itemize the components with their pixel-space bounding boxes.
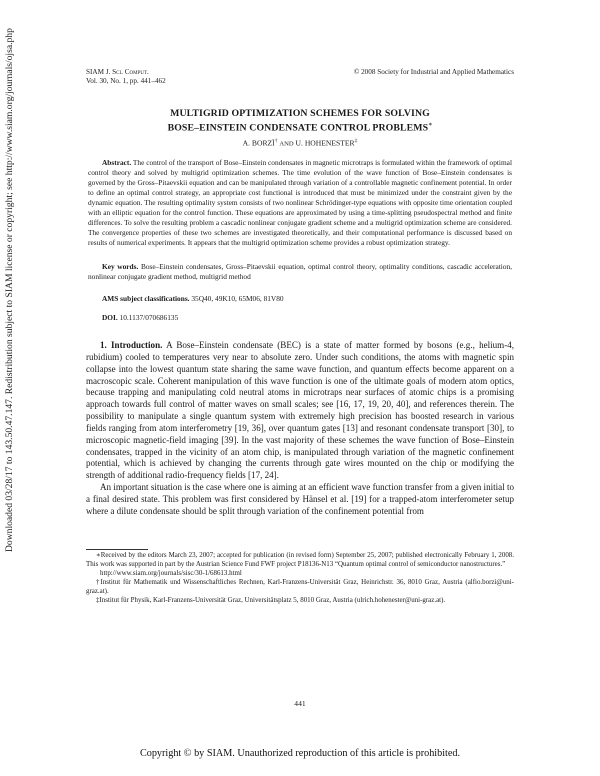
footnote-affiliation-1: †Institut für Mathematik und Wissenschaftliches Rechnen, Karl-Franzens-Universität Graz, Heinrichstr. 36, 8010 Graz, Austria (alfio.borzi@uni-graz.at). <box>86 578 514 596</box>
keywords-text: Bose–Einstein condensates, Gross–Pitaevskii equation, optimal control theory, optimality conditions, cascadic acceleration, nonlinear conjugate gradient method, multigrid method <box>88 262 513 281</box>
copyright-header: © 2008 Society for Industrial and Applied Mathematics <box>353 68 514 76</box>
doi <box>88 313 512 323</box>
title-line-1: MULTIGRID OPTIMIZATION SCHEMES FOR SOLVING <box>170 108 430 119</box>
copyright-footer: Copyright © by SIAM. Unauthorized reproduction of this article is prohibited. <box>139 748 461 759</box>
paper-title <box>60 108 540 133</box>
author-line <box>60 138 540 148</box>
footnotes <box>86 551 514 606</box>
abstract <box>88 158 512 248</box>
footnote-received: ∗Received by the editors March 23, 2007; accepted for publication (in revised form) September 25, 2007; published electronically February 1, 2008. This work was supported in part by the Austrian Science Fund FWF project P18136-N13 “Quantum optimal control of semiconductor nanostructures.” <box>86 551 514 569</box>
keywords <box>88 262 512 282</box>
title-line-2: BOSE–EINSTEIN CONDENSATE CONTROL PROBLEMS∗ <box>167 121 433 133</box>
doi-text: 10.1137/070686135 <box>119 313 179 322</box>
ams-text: 35Q40, 49K10, 65M06, 81V80 <box>191 294 284 303</box>
footnote-url: http://www.siam.org/journals/sisc/30-1/68613.html <box>100 569 242 578</box>
intro-paragraph-2: An important situation is the case where one is aiming at an efficient wave function transfer from a given initial to a final desired state. This problem was first considered by Hänsel et al. [19] for a trapped-atom interferometer setup where a dilute condensate should be split through variation of the confinement potential from <box>86 482 514 516</box>
author-1-mark: † <box>274 138 278 144</box>
page-number: 441 <box>294 699 306 708</box>
abstract-label: Abstract. <box>102 158 132 167</box>
doi-label: DOI. <box>102 313 118 322</box>
footnote-affiliation-2: ‡Institut für Physik, Karl-Franzens-Universität Graz, Universitätsplatz 5, 8010 Graz, Austria (ulrich.hohenester@uni-graz.at). <box>96 596 446 605</box>
author-conjunction: AND <box>279 140 294 148</box>
section-heading: 1. Introduction. <box>100 340 163 350</box>
author-2-mark: ‡ <box>354 138 358 144</box>
journal-name: SIAM J. Sci. Comput. <box>86 68 149 76</box>
abstract-text: The control of the transport of Bose–Einstein condensates in magnetic microtraps is formulated within the framework of optimal control theory and solved by multigrid optimization schemes. The time evolution of the wave function of Bose–Einstein condensates is governed by the Gross–Pitaevskii equation and can be manipulated through variation of a controllable magnetic confinement potential. In order to define an optimal control strategy, an appropriate cost functional is introduced that must be minimized under the constraint given by the dynamic equation. The resulting optimality system consists of two nonlinear Schrödinger-type equations with opposite time orientation coupled with an elliptic equation for the control function. These equations are approximated by using a time-splitting pseudospectral method and finite differences. To solve the resulting problem a cascadic nonlinear conjugate gradient scheme and a multigrid optimization scheme are considered. The convergence properties of these two schemes are investigated theoretically, and their computational performance is discussed based on results of numerical experiments. It appears that the multigrid optimization scheme provides a robust optimization strategy. <box>88 158 512 247</box>
intro-paragraph-1-text: A Bose–Einstein condensate (BEC) is a state of matter formed by bosons (e.g., helium-4, rubidium) cooled to temperatures very near to absolute zero. Under such conditions, the atoms with magnetic spin collapse into the lowest quantum state sharing the same wave function, and quantum effects become apparent on a macroscopic scale. Coherent manipulation of this wave function is one of the ultimate goals of modern atom optics, because trapping and manipulating cold neutral atoms in microtraps near surfaces of atomic chips is a promising approach towards full control of matter waves on small scales; see [16, 17, 19, 20, 40], and references therein. The possibility to manipulate a single quantum system with extremely high precision has boosted research in various fields ranging from atom interferometry [19, 36], over quantum gates [13] and resonant condensate transport [30], to microscopic magnetic-field imaging [39]. In the vast majority of these schemes the wave function of Bose–Einstein condensates, trapped in the vicinity of an atom chip, is manipulated through variation of the magnetic confinement potential, which is achieved by changing the currents through gate wires mounted on the chip or modifying the strength of additional radio-frequency fields [17, 24]. <box>86 340 514 481</box>
author-1: A. BORZÌ <box>242 138 275 148</box>
download-sidebar-notice: Downloaded 03/28/17 to 143.50.47.147. Redistribution subject to SIAM license or copyright; see http://www.siam.org/journals/ojsa.php <box>4 28 15 552</box>
section-introduction <box>86 340 514 518</box>
author-2: U. HOHENESTER <box>295 138 355 148</box>
title-footnote-mark: ∗ <box>428 121 433 128</box>
journal-volume: Vol. 30, No. 1, pp. 441–462 <box>86 77 166 85</box>
keywords-label: Key words. <box>102 262 139 271</box>
journal-header <box>86 68 166 86</box>
intro-paragraph-1 <box>86 340 514 482</box>
ams-label: AMS subject classifications. <box>102 294 190 303</box>
footnote-rule <box>86 549 148 550</box>
ams-classifications <box>88 294 512 304</box>
